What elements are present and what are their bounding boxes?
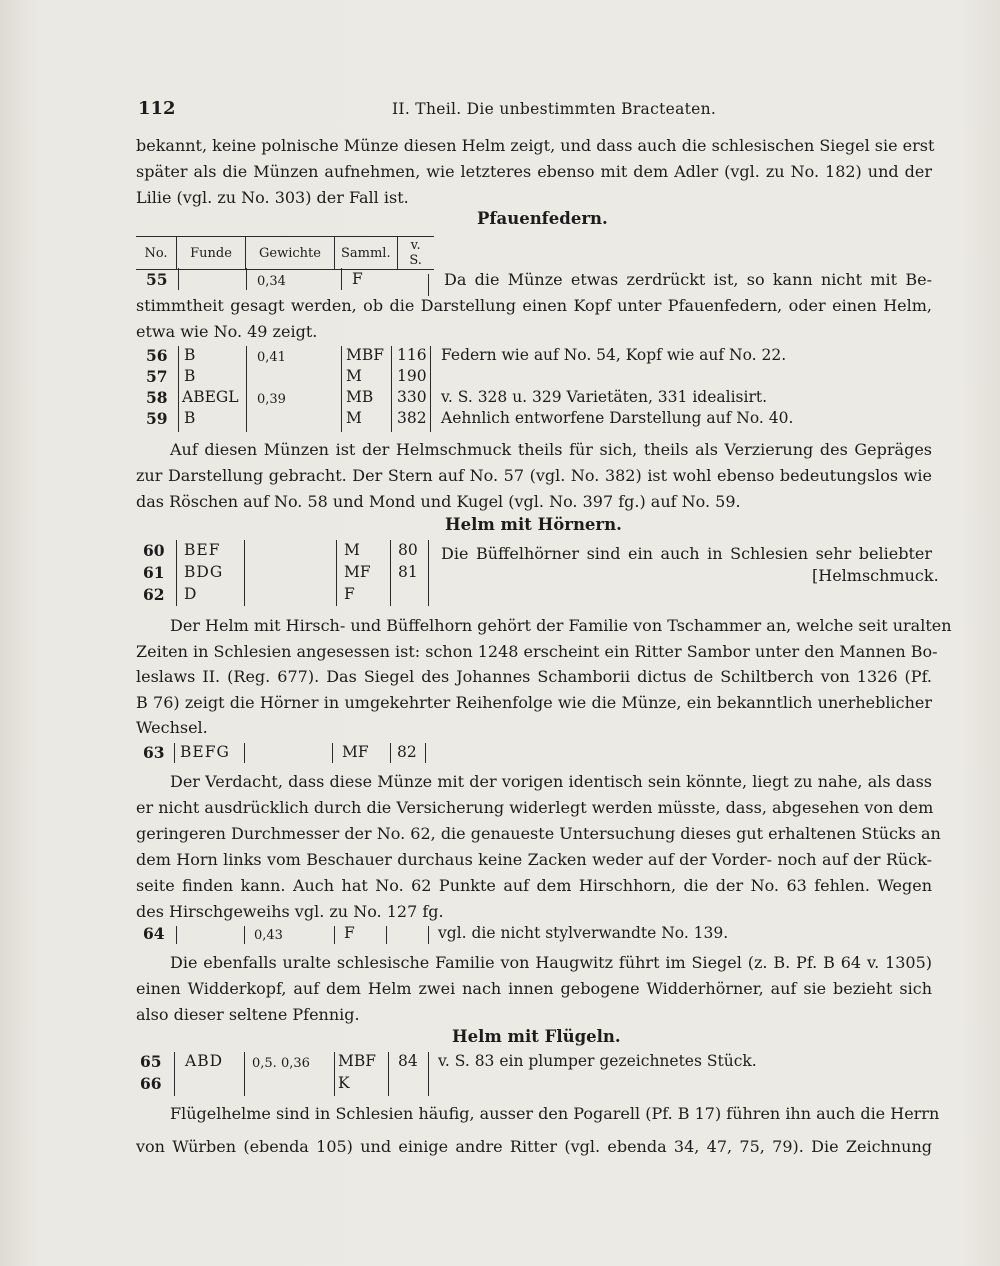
divider	[386, 926, 387, 944]
collection: K	[338, 1074, 350, 1092]
text-line: Wechsel.	[136, 718, 208, 737]
text-line: B 76) zeigt die Hörner in umgekehrter Reihenfolge wie die Münze, ein bekanntlich unerheblicher	[136, 693, 932, 712]
divider	[178, 346, 179, 432]
finds: BEFG	[180, 743, 230, 761]
divider	[244, 926, 245, 944]
weight: 0,34	[257, 274, 286, 289]
divider	[334, 926, 335, 944]
entry-number: 64	[143, 924, 165, 943]
text-line: geringeren Durchmesser der No. 62, die genaueste Untersuchung dieses gut erhaltenen Stücks an	[136, 824, 941, 843]
collection: F	[344, 924, 355, 942]
col-gewichte: Gewichte	[246, 237, 335, 270]
col-funde: Funde	[177, 237, 246, 270]
divider	[332, 743, 333, 763]
finds: B	[184, 409, 196, 427]
vs-reference: 190	[397, 367, 427, 385]
vs-reference: 82	[397, 743, 417, 761]
section-title-hoernern: Helm mit Hörnern.	[445, 515, 622, 534]
divider	[334, 1052, 335, 1096]
vs-reference: 330	[397, 388, 427, 406]
divider	[430, 346, 431, 432]
divider	[341, 346, 342, 432]
entry-number: 57	[146, 367, 168, 386]
entry-number: 55	[146, 270, 168, 289]
note: Federn wie auf No. 54, Kopf wie auf No. 22.	[441, 346, 787, 364]
text-line: das Röschen auf No. 58 und Mond und Kugel (vgl. No. 397 fg.) auf No. 59.	[136, 492, 741, 511]
divider	[341, 268, 342, 290]
divider	[391, 346, 392, 432]
table-header	[136, 236, 434, 270]
finds: B	[184, 367, 196, 385]
text-line: also dieser seltene Pfennig.	[136, 1005, 360, 1024]
divider	[428, 540, 429, 606]
collection: F	[352, 270, 363, 288]
vs-reference: 116	[397, 346, 427, 364]
divider	[244, 540, 245, 606]
entry-number: 59	[146, 409, 168, 428]
text-line: Der Verdacht, dass diese Münze mit der vorigen identisch sein könnte, liegt zu nahe, als dass	[170, 772, 932, 791]
divider	[174, 1052, 175, 1096]
divider	[428, 1052, 429, 1096]
text-line: zur Darstellung gebracht. Der Stern auf No. 57 (vgl. No. 382) ist wohl ebenso bedeutungslos wie	[136, 466, 932, 485]
section-title-pfauenfedern: Pfauenfedern.	[477, 209, 608, 228]
text-line: Auf diesen Münzen ist der Helmschmuck theils für sich, theils als Verzierung des Gepräges	[170, 440, 932, 459]
entry-number: 63	[143, 743, 165, 762]
note: Aehnlich entworfene Darstellung auf No. 40.	[441, 409, 794, 427]
vs-reference: 80	[398, 541, 418, 559]
divider	[174, 743, 175, 763]
note: v. S. 328 u. 329 Varietäten, 331 idealisirt.	[441, 388, 768, 406]
finds: ABEGL	[182, 388, 239, 406]
collection: M	[344, 541, 360, 559]
text-line: des Hirschgeweihs vgl. zu No. 127 fg.	[136, 902, 444, 921]
divider	[244, 743, 245, 763]
finds: B	[184, 346, 196, 364]
divider	[176, 926, 177, 944]
text-line: leslaws II. (Reg. 677). Das Siegel des Johannes Schamborii dictus de Schiltberch von 1326 (Pf.	[136, 667, 932, 686]
divider	[425, 743, 426, 763]
finds: BDG	[184, 563, 224, 581]
text-line: Lilie (vgl. zu No. 303) der Fall ist.	[136, 188, 409, 207]
collection: MBF	[338, 1052, 377, 1070]
divider	[336, 540, 337, 606]
col-vs: v. S.	[397, 237, 434, 270]
text-line: Zeiten in Schlesien angesessen ist: schon 1248 erscheint ein Ritter Sambor unter den Mannen Bo-	[136, 642, 938, 661]
text-line: dem Horn links vom Beschauer durchaus keine Zacken weder auf der Vorder- noch auf der Rück-	[136, 850, 932, 869]
text-line: einen Widderkopf, auf dem Helm zwei nach innen gebogene Widderhörner, auf sie bezieht sich	[136, 979, 932, 998]
collection: MBF	[346, 346, 385, 364]
finds: ABD	[185, 1052, 224, 1070]
vs-reference: 84	[398, 1052, 418, 1070]
text-line: Flügelhelme sind in Schlesien häufig, ausser den Pogarell (Pf. B 17) führen ihn auch die Herrn	[170, 1104, 940, 1123]
vs-reference: 382	[397, 409, 427, 427]
col-no: No.	[144, 245, 168, 261]
entry-number: 58	[146, 388, 168, 407]
divider	[390, 540, 391, 606]
entry-number: 60	[143, 541, 165, 560]
text-line: [Helmschmuck.	[812, 566, 939, 585]
vs-reference: 81	[398, 563, 418, 581]
running-title: II. Theil. Die unbestimmten Bracteaten.	[392, 100, 717, 118]
collection: F	[344, 585, 355, 603]
text-line: stimmtheit gesagt werden, ob die Darstellung einen Kopf unter Pfauenfedern, oder einen Helm,	[136, 296, 932, 315]
section-title-fluegeln: Helm mit Flügeln.	[452, 1027, 621, 1046]
text-line: Die Büffelhörner sind ein auch in Schlesien sehr beliebter	[441, 544, 932, 563]
weight: 0,43	[254, 928, 283, 943]
page-number: 112	[138, 98, 176, 119]
text-line: später als die Münzen aufnehmen, wie letzteres ebenso mit dem Adler (vgl. zu No. 182) und der	[136, 162, 932, 181]
entry-number: 62	[143, 585, 165, 604]
weight: 0,41	[257, 350, 286, 365]
text-line: seite finden kann. Auch hat No. 62 Punkte auf dem Hirschhorn, die der No. 63 fehlen. Wegen	[136, 876, 932, 895]
collection: MF	[342, 743, 369, 761]
text-line: von Würben (ebenda 105) und einige andre Ritter (vgl. ebenda 34, 47, 75, 79). Die Zeichnung	[136, 1137, 932, 1156]
collection: M	[346, 409, 362, 427]
text-line: bekannt, keine polnische Münze diesen Helm zeigt, und dass auch die schlesischen Siegel sie erst	[136, 136, 935, 155]
divider	[176, 540, 177, 606]
divider	[178, 268, 179, 290]
text-line: Der Helm mit Hirsch- und Büffelhorn gehört der Familie von Tschammer an, welche seit uralten	[170, 616, 952, 635]
entry-number: 56	[146, 346, 168, 365]
text-line: er nicht ausdrücklich durch die Versicherung widerlegt werden müsste, dass, abgesehen von dem	[136, 798, 934, 817]
collection: MF	[344, 563, 371, 581]
divider	[390, 743, 391, 763]
weight: 0,5. 0,36	[252, 1056, 310, 1071]
divider	[246, 346, 247, 432]
col-samml: Samml.	[335, 237, 398, 270]
weight: 0,39	[257, 392, 286, 407]
divider	[428, 926, 429, 944]
collection: MB	[346, 388, 374, 406]
note: v. S. 83 ein plumper gezeichnetes Stück.	[438, 1052, 757, 1070]
text-line: etwa wie No. 49 zeigt.	[136, 322, 318, 341]
finds: D	[184, 585, 197, 603]
entry-number: 61	[143, 563, 165, 582]
entry-number: 66	[140, 1074, 162, 1093]
divider	[244, 1052, 245, 1096]
note: vgl. die nicht stylverwandte No. 139.	[438, 924, 729, 942]
divider	[246, 268, 247, 290]
entry-number: 65	[140, 1052, 162, 1071]
text-line: Die ebenfalls uralte schlesische Familie von Haugwitz führt im Siegel (z. B. Pf. B 64 v. 1305)	[170, 953, 932, 972]
text-line: Da die Münze etwas zerdrückt ist, so kann nicht mit Be-	[444, 270, 932, 289]
divider	[388, 1052, 389, 1096]
finds: BEF	[184, 541, 221, 559]
collection: M	[346, 367, 362, 385]
